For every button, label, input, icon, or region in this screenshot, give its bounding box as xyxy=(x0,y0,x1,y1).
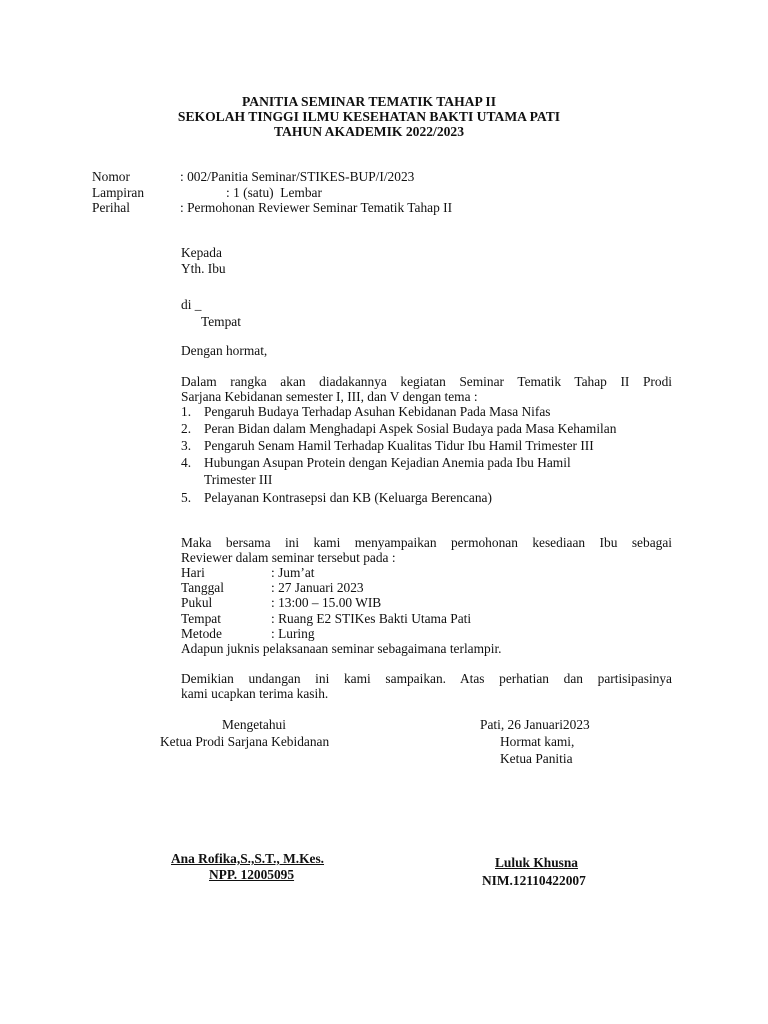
greeting: Dengan hormat, xyxy=(181,343,268,358)
detail-label: Tempat xyxy=(181,611,221,626)
detail-label: Metode xyxy=(181,626,222,641)
closing-line-2: kami ucapkan terima kasih. xyxy=(181,686,329,701)
detail-value: : 13:00 – 15.00 WIB xyxy=(271,595,382,610)
detail-label: Tanggal xyxy=(181,580,224,595)
topic-number: 4. xyxy=(181,455,192,470)
nomor-label: Nomor xyxy=(92,169,130,184)
left-signatory-name: Ana Rofika,S.,S.T., M.Kes. xyxy=(171,851,325,866)
perihal-label: Perihal xyxy=(92,200,130,215)
detail-label: Hari xyxy=(181,565,205,580)
topic-item: Pelayanan Kontrasepsi dan KB (Keluarga Berencana) xyxy=(204,490,492,505)
header-committee: PANITIA SEMINAR TEMATIK TAHAP II xyxy=(241,94,497,109)
lampiran-value: : 1 (satu) Lembar xyxy=(226,185,322,200)
right-signatory-id: NIM.12110422007 xyxy=(482,873,586,888)
header-institution: SEKOLAH TINGGI ILMU KESEHATAN BAKTI UTAMA PATI xyxy=(177,108,561,124)
perihal-value: : Permohonan Reviewer Seminar Tematik Tahap II xyxy=(180,200,453,215)
request-line-2: Reviewer dalam seminar tersebut pada : xyxy=(181,550,396,565)
left-sign-heading: Mengetahui xyxy=(222,717,286,732)
right-sign-greeting: Hormat kami, xyxy=(500,734,575,749)
addressee-yth: Yth. Ibu xyxy=(181,261,226,276)
right-signatory-name: Luluk Khusna xyxy=(495,855,579,870)
juknis-note: Adapun juknis pelaksanaan seminar sebagaimana terlampir. xyxy=(181,641,502,656)
closing-line-1: Demikian undangan ini kami sampaikan. Atas perhatian dan partisipasinya xyxy=(181,671,672,686)
detail-value: : 27 Januari 2023 xyxy=(271,580,364,595)
intro-line-2: Sarjana Kebidanan semester I, III, dan V dengan tema : xyxy=(181,389,478,404)
addressee-kepada: Kepada xyxy=(181,245,222,260)
topic-item: Hubungan Asupan Protein dengan Kejadian Anemia pada Ibu Hamil xyxy=(204,455,571,470)
addressee-tempat: Tempat xyxy=(201,314,241,329)
right-sign-position: Ketua Panitia xyxy=(500,751,573,766)
addressee-di: di _ xyxy=(181,297,202,312)
nomor-value: : 002/Panitia Seminar/STIKES-BUP/I/2023 xyxy=(180,169,415,184)
detail-value: : Jum’at xyxy=(271,565,315,580)
left-sign-position: Ketua Prodi Sarjana Kebidanan xyxy=(160,734,330,749)
topic-number: 3. xyxy=(181,438,192,453)
topic-item: Pengaruh Budaya Terhadap Asuhan Kebidanan Pada Masa Nifas xyxy=(204,404,551,419)
left-signatory-id: NPP. 12005095 xyxy=(209,867,295,882)
topic-number: 5. xyxy=(181,490,192,505)
topic-item: Peran Bidan dalam Menghadapi Aspek Sosial Budaya pada Masa Kehamilan xyxy=(204,421,617,436)
right-place-date: Pati, 26 Januari2023 xyxy=(480,717,590,732)
topic-number: 2. xyxy=(181,421,192,436)
topic-number: 1. xyxy=(181,404,192,419)
intro-line-1: Dalam rangka akan diadakannya kegiatan Seminar Tematik Tahap II Prodi xyxy=(181,374,672,389)
detail-value: : Luring xyxy=(271,626,315,641)
lampiran-label: Lampiran xyxy=(92,185,145,200)
topic-item: Pengaruh Senam Hamil Terhadap Kualitas Tidur Ibu Hamil Trimester III xyxy=(204,438,594,453)
detail-value: : Ruang E2 STIKes Bakti Utama Pati xyxy=(271,611,472,626)
letter-header xyxy=(0,95,738,139)
detail-label: Pukul xyxy=(181,595,213,610)
header-academic-year: TAHUN AKADEMIK 2022/2023 xyxy=(273,123,465,139)
request-line-1: Maka bersama ini kami menyampaikan permohonan kesediaan Ibu sebagai xyxy=(181,535,672,550)
topic-item-continuation: Trimester III xyxy=(204,472,273,487)
